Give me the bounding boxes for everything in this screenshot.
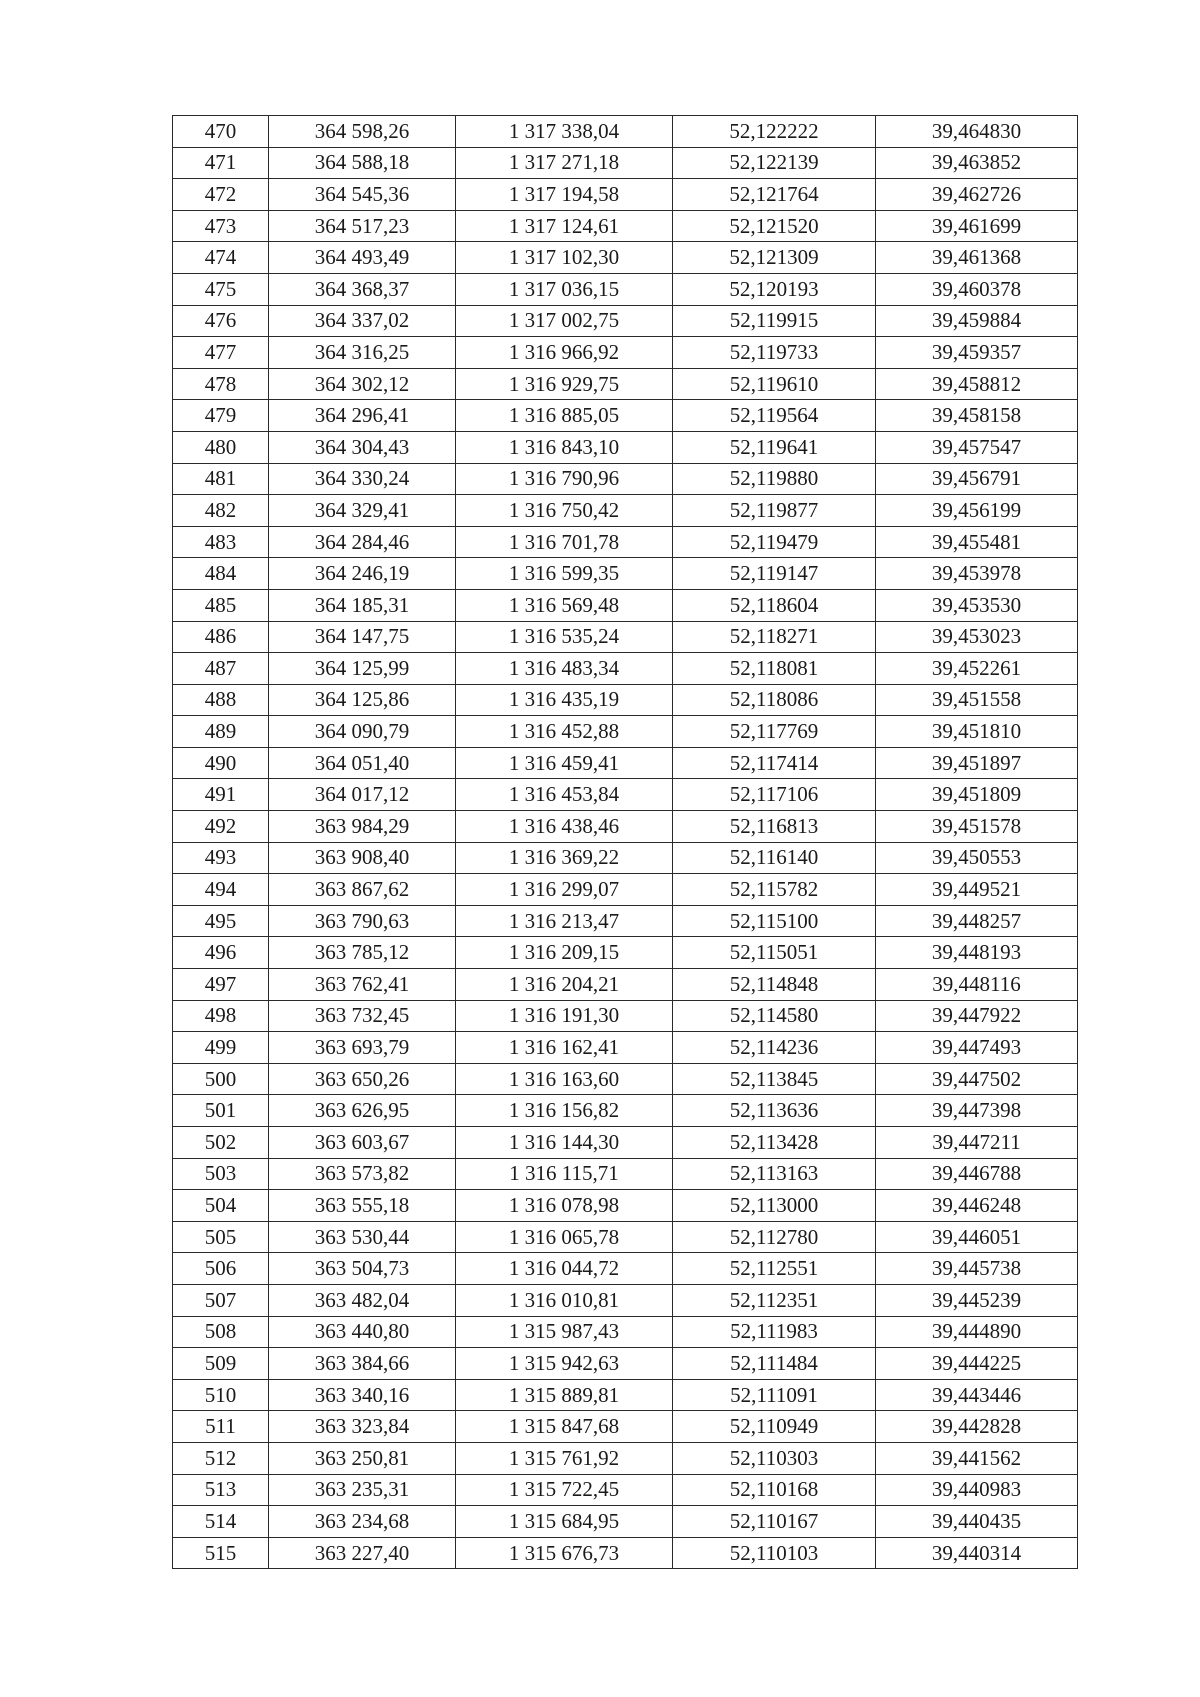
table-row: [173, 1221, 1078, 1253]
x-coordinate-cell: 363 235,31: [269, 1474, 456, 1506]
x-coordinate-cell: 364 185,31: [269, 589, 456, 621]
point-number-cell: 490: [173, 747, 269, 779]
y-coordinate-cell: 1 315 942,63: [456, 1348, 673, 1380]
point-number-cell: 471: [173, 147, 269, 179]
latitude-cell: 52,121520: [673, 210, 876, 242]
longitude-cell: 39,451578: [876, 811, 1078, 843]
x-coordinate-cell: 363 250,81: [269, 1442, 456, 1474]
point-number-cell: 480: [173, 431, 269, 463]
x-coordinate-cell: 364 588,18: [269, 147, 456, 179]
point-number-cell: 488: [173, 684, 269, 716]
longitude-cell: 39,447211: [876, 1127, 1078, 1159]
x-coordinate-cell: 363 603,67: [269, 1127, 456, 1159]
y-coordinate-cell: 1 316 790,96: [456, 463, 673, 495]
x-coordinate-cell: 363 234,68: [269, 1506, 456, 1538]
longitude-cell: 39,448116: [876, 969, 1078, 1001]
x-coordinate-cell: 364 368,37: [269, 273, 456, 305]
table-row: [173, 874, 1078, 906]
x-coordinate-cell: 363 323,84: [269, 1411, 456, 1443]
latitude-cell: 52,113000: [673, 1190, 876, 1222]
x-coordinate-cell: 364 329,41: [269, 495, 456, 527]
x-coordinate-cell: 364 125,86: [269, 684, 456, 716]
table-row: [173, 1379, 1078, 1411]
y-coordinate-cell: 1 316 010,81: [456, 1284, 673, 1316]
longitude-cell: 39,446248: [876, 1190, 1078, 1222]
y-coordinate-cell: 1 316 078,98: [456, 1190, 673, 1222]
x-coordinate-cell: 364 125,99: [269, 653, 456, 685]
latitude-cell: 52,122222: [673, 116, 876, 148]
x-coordinate-cell: 363 908,40: [269, 842, 456, 874]
table-row: [173, 1316, 1078, 1348]
point-number-cell: 479: [173, 400, 269, 432]
x-coordinate-cell: 363 732,45: [269, 1000, 456, 1032]
y-coordinate-cell: 1 315 761,92: [456, 1442, 673, 1474]
latitude-cell: 52,111983: [673, 1316, 876, 1348]
latitude-cell: 52,121764: [673, 179, 876, 211]
table-row: [173, 179, 1078, 211]
y-coordinate-cell: 1 316 569,48: [456, 589, 673, 621]
y-coordinate-cell: 1 316 535,24: [456, 621, 673, 653]
table-row: [173, 1411, 1078, 1443]
longitude-cell: 39,440314: [876, 1537, 1078, 1569]
x-coordinate-cell: 363 762,41: [269, 969, 456, 1001]
longitude-cell: 39,444225: [876, 1348, 1078, 1380]
point-number-cell: 475: [173, 273, 269, 305]
table-row: [173, 1284, 1078, 1316]
table-row: [173, 684, 1078, 716]
coordinates-table-body: [173, 116, 1078, 1569]
latitude-cell: 52,112351: [673, 1284, 876, 1316]
table-row: [173, 1158, 1078, 1190]
latitude-cell: 52,114580: [673, 1000, 876, 1032]
y-coordinate-cell: 1 316 156,82: [456, 1095, 673, 1127]
longitude-cell: 39,451810: [876, 716, 1078, 748]
point-number-cell: 491: [173, 779, 269, 811]
longitude-cell: 39,451558: [876, 684, 1078, 716]
latitude-cell: 52,116140: [673, 842, 876, 874]
point-number-cell: 507: [173, 1284, 269, 1316]
x-coordinate-cell: 363 555,18: [269, 1190, 456, 1222]
point-number-cell: 496: [173, 937, 269, 969]
point-number-cell: 487: [173, 653, 269, 685]
point-number-cell: 502: [173, 1127, 269, 1159]
x-coordinate-cell: 364 598,26: [269, 116, 456, 148]
latitude-cell: 52,122139: [673, 147, 876, 179]
latitude-cell: 52,110167: [673, 1506, 876, 1538]
latitude-cell: 52,110949: [673, 1411, 876, 1443]
longitude-cell: 39,445239: [876, 1284, 1078, 1316]
table-row: [173, 558, 1078, 590]
y-coordinate-cell: 1 316 065,78: [456, 1221, 673, 1253]
latitude-cell: 52,116813: [673, 811, 876, 843]
table-row: [173, 400, 1078, 432]
y-coordinate-cell: 1 316 162,41: [456, 1032, 673, 1064]
latitude-cell: 52,119915: [673, 305, 876, 337]
longitude-cell: 39,456199: [876, 495, 1078, 527]
longitude-cell: 39,441562: [876, 1442, 1078, 1474]
x-coordinate-cell: 363 227,40: [269, 1537, 456, 1569]
table-row: [173, 1537, 1078, 1569]
latitude-cell: 52,110303: [673, 1442, 876, 1474]
longitude-cell: 39,446788: [876, 1158, 1078, 1190]
latitude-cell: 52,115782: [673, 874, 876, 906]
point-number-cell: 477: [173, 337, 269, 369]
table-row: [173, 1506, 1078, 1538]
longitude-cell: 39,453530: [876, 589, 1078, 621]
latitude-cell: 52,111091: [673, 1379, 876, 1411]
latitude-cell: 52,113163: [673, 1158, 876, 1190]
point-number-cell: 504: [173, 1190, 269, 1222]
table-row: [173, 242, 1078, 274]
latitude-cell: 52,119880: [673, 463, 876, 495]
y-coordinate-cell: 1 316 452,88: [456, 716, 673, 748]
point-number-cell: 481: [173, 463, 269, 495]
point-number-cell: 482: [173, 495, 269, 527]
latitude-cell: 52,113428: [673, 1127, 876, 1159]
x-coordinate-cell: 364 493,49: [269, 242, 456, 274]
table-row: [173, 210, 1078, 242]
y-coordinate-cell: 1 316 459,41: [456, 747, 673, 779]
point-number-cell: 485: [173, 589, 269, 621]
table-row: [173, 337, 1078, 369]
table-row: [173, 1474, 1078, 1506]
point-number-cell: 509: [173, 1348, 269, 1380]
latitude-cell: 52,114236: [673, 1032, 876, 1064]
table-row: [173, 1127, 1078, 1159]
longitude-cell: 39,463852: [876, 147, 1078, 179]
point-number-cell: 503: [173, 1158, 269, 1190]
x-coordinate-cell: 364 090,79: [269, 716, 456, 748]
y-coordinate-cell: 1 317 271,18: [456, 147, 673, 179]
y-coordinate-cell: 1 316 885,05: [456, 400, 673, 432]
table-row: [173, 969, 1078, 1001]
point-number-cell: 499: [173, 1032, 269, 1064]
x-coordinate-cell: 363 482,04: [269, 1284, 456, 1316]
table-row: [173, 811, 1078, 843]
x-coordinate-cell: 364 337,02: [269, 305, 456, 337]
y-coordinate-cell: 1 316 929,75: [456, 368, 673, 400]
latitude-cell: 52,119733: [673, 337, 876, 369]
y-coordinate-cell: 1 317 338,04: [456, 116, 673, 148]
latitude-cell: 52,114848: [673, 969, 876, 1001]
table-row: [173, 937, 1078, 969]
point-number-cell: 512: [173, 1442, 269, 1474]
point-number-cell: 484: [173, 558, 269, 590]
longitude-cell: 39,461368: [876, 242, 1078, 274]
longitude-cell: 39,461699: [876, 210, 1078, 242]
y-coordinate-cell: 1 316 213,47: [456, 905, 673, 937]
longitude-cell: 39,450553: [876, 842, 1078, 874]
x-coordinate-cell: 363 650,26: [269, 1063, 456, 1095]
point-number-cell: 478: [173, 368, 269, 400]
table-row: [173, 747, 1078, 779]
table-row: [173, 116, 1078, 148]
point-number-cell: 494: [173, 874, 269, 906]
latitude-cell: 52,113636: [673, 1095, 876, 1127]
longitude-cell: 39,457547: [876, 431, 1078, 463]
x-coordinate-cell: 364 304,43: [269, 431, 456, 463]
y-coordinate-cell: 1 317 102,30: [456, 242, 673, 274]
longitude-cell: 39,451897: [876, 747, 1078, 779]
table-row: [173, 431, 1078, 463]
table-row: [173, 716, 1078, 748]
x-coordinate-cell: 363 785,12: [269, 937, 456, 969]
table-row: [173, 526, 1078, 558]
y-coordinate-cell: 1 316 966,92: [456, 337, 673, 369]
table-row: [173, 905, 1078, 937]
table-row: [173, 1348, 1078, 1380]
latitude-cell: 52,119641: [673, 431, 876, 463]
y-coordinate-cell: 1 316 299,07: [456, 874, 673, 906]
longitude-cell: 39,452261: [876, 653, 1078, 685]
latitude-cell: 52,119479: [673, 526, 876, 558]
table-row: [173, 653, 1078, 685]
latitude-cell: 52,117414: [673, 747, 876, 779]
latitude-cell: 52,117106: [673, 779, 876, 811]
y-coordinate-cell: 1 315 847,68: [456, 1411, 673, 1443]
x-coordinate-cell: 363 573,82: [269, 1158, 456, 1190]
point-number-cell: 508: [173, 1316, 269, 1348]
x-coordinate-cell: 363 626,95: [269, 1095, 456, 1127]
longitude-cell: 39,455481: [876, 526, 1078, 558]
table-row: [173, 842, 1078, 874]
y-coordinate-cell: 1 316 843,10: [456, 431, 673, 463]
point-number-cell: 495: [173, 905, 269, 937]
longitude-cell: 39,447493: [876, 1032, 1078, 1064]
x-coordinate-cell: 363 530,44: [269, 1221, 456, 1253]
x-coordinate-cell: 363 440,80: [269, 1316, 456, 1348]
table-row: [173, 1253, 1078, 1285]
y-coordinate-cell: 1 317 194,58: [456, 179, 673, 211]
longitude-cell: 39,458158: [876, 400, 1078, 432]
y-coordinate-cell: 1 317 002,75: [456, 305, 673, 337]
point-number-cell: 511: [173, 1411, 269, 1443]
point-number-cell: 470: [173, 116, 269, 148]
table-row: [173, 779, 1078, 811]
longitude-cell: 39,462726: [876, 179, 1078, 211]
point-number-cell: 483: [173, 526, 269, 558]
point-number-cell: 497: [173, 969, 269, 1001]
y-coordinate-cell: 1 316 750,42: [456, 495, 673, 527]
y-coordinate-cell: 1 315 676,73: [456, 1537, 673, 1569]
y-coordinate-cell: 1 316 044,72: [456, 1253, 673, 1285]
y-coordinate-cell: 1 316 453,84: [456, 779, 673, 811]
latitude-cell: 52,121309: [673, 242, 876, 274]
y-coordinate-cell: 1 316 599,35: [456, 558, 673, 590]
longitude-cell: 39,448257: [876, 905, 1078, 937]
latitude-cell: 52,112780: [673, 1221, 876, 1253]
longitude-cell: 39,442828: [876, 1411, 1078, 1443]
y-coordinate-cell: 1 316 115,71: [456, 1158, 673, 1190]
longitude-cell: 39,459884: [876, 305, 1078, 337]
longitude-cell: 39,446051: [876, 1221, 1078, 1253]
longitude-cell: 39,453978: [876, 558, 1078, 590]
y-coordinate-cell: 1 316 209,15: [456, 937, 673, 969]
x-coordinate-cell: 364 017,12: [269, 779, 456, 811]
table-row: [173, 1190, 1078, 1222]
latitude-cell: 52,111484: [673, 1348, 876, 1380]
longitude-cell: 39,451809: [876, 779, 1078, 811]
latitude-cell: 52,112551: [673, 1253, 876, 1285]
point-number-cell: 506: [173, 1253, 269, 1285]
longitude-cell: 39,459357: [876, 337, 1078, 369]
latitude-cell: 52,118086: [673, 684, 876, 716]
longitude-cell: 39,445738: [876, 1253, 1078, 1285]
latitude-cell: 52,113845: [673, 1063, 876, 1095]
x-coordinate-cell: 364 246,19: [269, 558, 456, 590]
table-row: [173, 147, 1078, 179]
point-number-cell: 492: [173, 811, 269, 843]
latitude-cell: 52,119564: [673, 400, 876, 432]
point-number-cell: 476: [173, 305, 269, 337]
y-coordinate-cell: 1 316 701,78: [456, 526, 673, 558]
y-coordinate-cell: 1 315 722,45: [456, 1474, 673, 1506]
y-coordinate-cell: 1 317 124,61: [456, 210, 673, 242]
y-coordinate-cell: 1 316 435,19: [456, 684, 673, 716]
y-coordinate-cell: 1 315 684,95: [456, 1506, 673, 1538]
x-coordinate-cell: 363 384,66: [269, 1348, 456, 1380]
table-row: [173, 1442, 1078, 1474]
x-coordinate-cell: 363 504,73: [269, 1253, 456, 1285]
point-number-cell: 505: [173, 1221, 269, 1253]
table-row: [173, 1032, 1078, 1064]
table-row: [173, 621, 1078, 653]
longitude-cell: 39,443446: [876, 1379, 1078, 1411]
y-coordinate-cell: 1 316 204,21: [456, 969, 673, 1001]
y-coordinate-cell: 1 316 163,60: [456, 1063, 673, 1095]
latitude-cell: 52,118271: [673, 621, 876, 653]
point-number-cell: 489: [173, 716, 269, 748]
x-coordinate-cell: 364 545,36: [269, 179, 456, 211]
x-coordinate-cell: 364 330,24: [269, 463, 456, 495]
latitude-cell: 52,119610: [673, 368, 876, 400]
longitude-cell: 39,447502: [876, 1063, 1078, 1095]
latitude-cell: 52,119147: [673, 558, 876, 590]
x-coordinate-cell: 363 693,79: [269, 1032, 456, 1064]
x-coordinate-cell: 363 790,63: [269, 905, 456, 937]
x-coordinate-cell: 364 051,40: [269, 747, 456, 779]
longitude-cell: 39,440435: [876, 1506, 1078, 1538]
longitude-cell: 39,444890: [876, 1316, 1078, 1348]
table-row: [173, 463, 1078, 495]
latitude-cell: 52,110103: [673, 1537, 876, 1569]
point-number-cell: 472: [173, 179, 269, 211]
y-coordinate-cell: 1 316 144,30: [456, 1127, 673, 1159]
point-number-cell: 473: [173, 210, 269, 242]
latitude-cell: 52,120193: [673, 273, 876, 305]
point-number-cell: 514: [173, 1506, 269, 1538]
longitude-cell: 39,447398: [876, 1095, 1078, 1127]
longitude-cell: 39,464830: [876, 116, 1078, 148]
table-row: [173, 305, 1078, 337]
x-coordinate-cell: 364 284,46: [269, 526, 456, 558]
latitude-cell: 52,115100: [673, 905, 876, 937]
point-number-cell: 474: [173, 242, 269, 274]
longitude-cell: 39,456791: [876, 463, 1078, 495]
point-number-cell: 500: [173, 1063, 269, 1095]
point-number-cell: 515: [173, 1537, 269, 1569]
longitude-cell: 39,449521: [876, 874, 1078, 906]
latitude-cell: 52,110168: [673, 1474, 876, 1506]
x-coordinate-cell: 364 302,12: [269, 368, 456, 400]
table-row: [173, 1095, 1078, 1127]
y-coordinate-cell: 1 315 987,43: [456, 1316, 673, 1348]
longitude-cell: 39,447922: [876, 1000, 1078, 1032]
longitude-cell: 39,458812: [876, 368, 1078, 400]
longitude-cell: 39,448193: [876, 937, 1078, 969]
x-coordinate-cell: 363 984,29: [269, 811, 456, 843]
point-number-cell: 486: [173, 621, 269, 653]
latitude-cell: 52,115051: [673, 937, 876, 969]
y-coordinate-cell: 1 316 483,34: [456, 653, 673, 685]
x-coordinate-cell: 363 867,62: [269, 874, 456, 906]
point-number-cell: 501: [173, 1095, 269, 1127]
longitude-cell: 39,440983: [876, 1474, 1078, 1506]
latitude-cell: 52,118604: [673, 589, 876, 621]
y-coordinate-cell: 1 316 438,46: [456, 811, 673, 843]
table-row: [173, 495, 1078, 527]
x-coordinate-cell: 363 340,16: [269, 1379, 456, 1411]
y-coordinate-cell: 1 317 036,15: [456, 273, 673, 305]
table-row: [173, 1000, 1078, 1032]
coordinates-table: [172, 115, 1078, 1569]
x-coordinate-cell: 364 147,75: [269, 621, 456, 653]
longitude-cell: 39,453023: [876, 621, 1078, 653]
point-number-cell: 498: [173, 1000, 269, 1032]
x-coordinate-cell: 364 517,23: [269, 210, 456, 242]
point-number-cell: 510: [173, 1379, 269, 1411]
longitude-cell: 39,460378: [876, 273, 1078, 305]
y-coordinate-cell: 1 316 369,22: [456, 842, 673, 874]
table-row: [173, 273, 1078, 305]
x-coordinate-cell: 364 296,41: [269, 400, 456, 432]
latitude-cell: 52,117769: [673, 716, 876, 748]
point-number-cell: 493: [173, 842, 269, 874]
y-coordinate-cell: 1 315 889,81: [456, 1379, 673, 1411]
y-coordinate-cell: 1 316 191,30: [456, 1000, 673, 1032]
latitude-cell: 52,119877: [673, 495, 876, 527]
latitude-cell: 52,118081: [673, 653, 876, 685]
table-row: [173, 589, 1078, 621]
x-coordinate-cell: 364 316,25: [269, 337, 456, 369]
point-number-cell: 513: [173, 1474, 269, 1506]
table-row: [173, 1063, 1078, 1095]
table-row: [173, 368, 1078, 400]
